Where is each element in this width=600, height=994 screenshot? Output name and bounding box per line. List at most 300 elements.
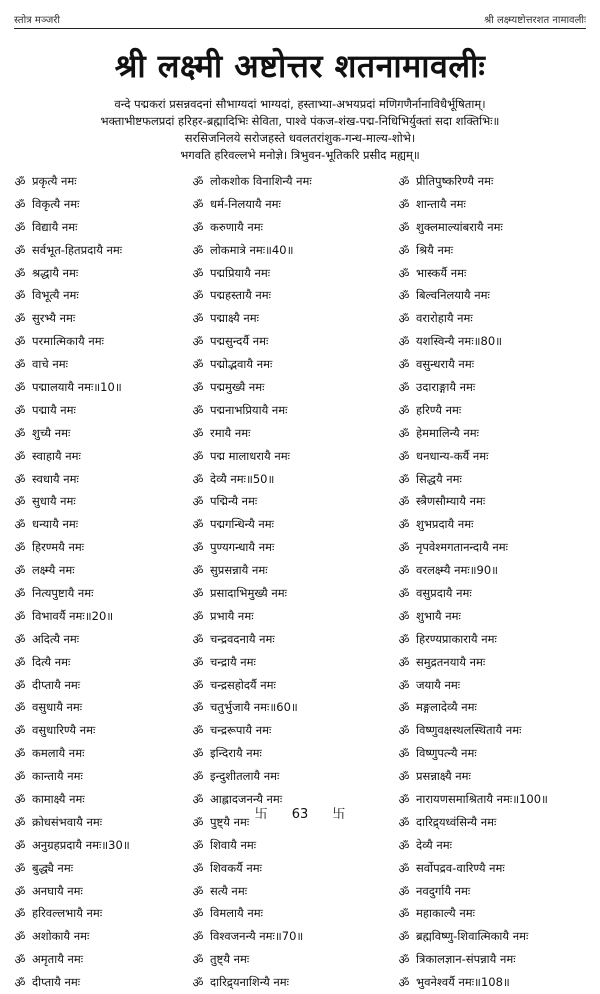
name-entry bbox=[10, 857, 200, 880]
name-text: सिद्धयै नमः bbox=[416, 471, 462, 486]
om-icon: ॐ bbox=[192, 449, 204, 464]
om-icon: ॐ bbox=[14, 586, 26, 601]
name-entry bbox=[394, 536, 600, 559]
om-icon: ॐ bbox=[192, 495, 204, 510]
om-icon: ॐ bbox=[398, 655, 410, 670]
verse-line: भक्ताभीष्टफलप्रदां हरिहर-ब्रह्मादिभिः सेविता, पाश्वे पंकज-शंख-पद्म-निधिभिर्युक्तां सदा शक्तिभिः॥ bbox=[100, 114, 500, 128]
name-text: हरिवल्लभायै नमः bbox=[32, 906, 103, 921]
om-icon: ॐ bbox=[192, 197, 204, 212]
name-entry bbox=[10, 559, 200, 582]
om-icon: ॐ bbox=[14, 426, 26, 441]
name-entry bbox=[10, 925, 200, 948]
name-text: दीप्तायै नमः bbox=[32, 975, 81, 990]
name-entry bbox=[10, 582, 200, 605]
om-icon: ॐ bbox=[192, 403, 204, 418]
name-text: चन्द्रवदनायै नमः bbox=[210, 631, 275, 646]
name-text: अनुग्रहप्रदायै नमः॥30॥ bbox=[32, 837, 130, 852]
om-icon: ॐ bbox=[192, 174, 204, 189]
om-icon: ॐ bbox=[192, 976, 204, 991]
name-text: दित्यै नमः bbox=[32, 654, 71, 669]
om-icon: ॐ bbox=[398, 449, 410, 464]
name-text: सुरभ्यै नमः bbox=[32, 311, 76, 326]
om-icon: ॐ bbox=[398, 426, 410, 441]
om-icon: ॐ bbox=[192, 815, 204, 830]
om-icon: ॐ bbox=[14, 518, 26, 533]
name-text: हिरण्यप्राकारायै नमः bbox=[416, 631, 497, 646]
name-text: विद्यायै नमः bbox=[32, 219, 78, 234]
name-text: वसुप्रदायै नमः bbox=[416, 585, 472, 600]
name-text: अमृतायै नमः bbox=[32, 952, 84, 967]
name-entry bbox=[188, 239, 398, 262]
name-text: सर्वभूत-हितप्रदायै नमः bbox=[32, 242, 123, 257]
om-icon: ॐ bbox=[398, 884, 410, 899]
name-entry bbox=[188, 330, 398, 353]
name-entry bbox=[10, 605, 200, 628]
om-icon: ॐ bbox=[398, 861, 410, 876]
om-icon: ॐ bbox=[192, 907, 204, 922]
name-text: उदाराङ्गायै नमः bbox=[416, 379, 476, 394]
name-text: शान्तायै नमः bbox=[416, 196, 466, 211]
om-icon: ॐ bbox=[192, 701, 204, 716]
om-icon: ॐ bbox=[14, 380, 26, 395]
name-text: यशस्विन्यै नमः॥80॥ bbox=[416, 334, 503, 349]
name-text: वसुधारिण्यै नमः bbox=[32, 723, 96, 738]
name-entry bbox=[394, 696, 600, 719]
om-icon: ॐ bbox=[14, 701, 26, 716]
name-text: विभावर्यै नमः॥20॥ bbox=[32, 608, 114, 623]
om-icon: ॐ bbox=[14, 220, 26, 235]
name-text: बुद्ध्यै नमः bbox=[32, 860, 74, 875]
name-text: हिरण्मयै नमः bbox=[32, 540, 85, 555]
om-icon: ॐ bbox=[192, 770, 204, 785]
name-text: शुभायै नमः bbox=[416, 608, 461, 623]
name-text: नारायणसमाश्रितायै नमः॥100॥ bbox=[416, 791, 548, 806]
name-text: पुण्यगन्धायै नमः bbox=[210, 540, 275, 555]
om-icon: ॐ bbox=[398, 838, 410, 853]
name-entry bbox=[394, 719, 600, 742]
om-icon: ॐ bbox=[14, 449, 26, 464]
om-icon: ॐ bbox=[14, 197, 26, 212]
name-text: सत्यै नमः bbox=[210, 883, 248, 898]
om-icon: ॐ bbox=[14, 815, 26, 830]
name-entry bbox=[188, 651, 398, 674]
om-icon: ॐ bbox=[192, 380, 204, 395]
name-entry bbox=[10, 307, 200, 330]
name-text: देव्यै नमः bbox=[416, 837, 452, 852]
name-text: वसुधायै नमः bbox=[32, 700, 83, 715]
name-entry bbox=[10, 513, 200, 536]
name-entry bbox=[188, 284, 398, 307]
name-entry bbox=[188, 925, 398, 948]
name-entry bbox=[394, 971, 600, 994]
name-text: प्रकृत्यै नमः bbox=[32, 173, 77, 188]
name-text: सर्वोपद्रव-वारिण्यै नमः bbox=[416, 860, 505, 875]
om-icon: ॐ bbox=[398, 586, 410, 601]
name-text: शिवायै नमः bbox=[210, 837, 257, 852]
om-icon: ॐ bbox=[14, 930, 26, 945]
name-text: धनधान्य-कर्यै नमः bbox=[416, 448, 489, 463]
name-entry bbox=[188, 559, 398, 582]
om-icon: ॐ bbox=[192, 861, 204, 876]
name-text: स्वाहायै नमः bbox=[32, 448, 81, 463]
name-entry bbox=[188, 742, 398, 765]
om-icon: ॐ bbox=[14, 472, 26, 487]
name-entry bbox=[394, 262, 600, 285]
om-icon: ॐ bbox=[192, 792, 204, 807]
name-text: भास्कर्यै नमः bbox=[416, 265, 467, 280]
name-text: रमायै नमः bbox=[210, 425, 251, 440]
name-text: धन्यायै नमः bbox=[32, 517, 79, 532]
name-entry bbox=[10, 399, 200, 422]
om-icon: ॐ bbox=[14, 266, 26, 281]
name-entry bbox=[188, 719, 398, 742]
name-text: चन्द्ररूपायै नमः bbox=[210, 723, 272, 738]
om-icon: ॐ bbox=[14, 747, 26, 762]
om-icon: ॐ bbox=[14, 838, 26, 853]
name-text: चन्द्रायै नमः bbox=[210, 654, 256, 669]
om-icon: ॐ bbox=[14, 312, 26, 327]
name-text: जयायै नमः bbox=[416, 677, 461, 692]
name-entry bbox=[394, 605, 600, 628]
name-entry bbox=[394, 353, 600, 376]
om-icon: ॐ bbox=[398, 747, 410, 762]
name-entry bbox=[394, 284, 600, 307]
name-entry bbox=[394, 742, 600, 765]
name-text: पद्मायै नमः bbox=[32, 402, 76, 417]
name-entry bbox=[188, 193, 398, 216]
om-icon: ॐ bbox=[398, 358, 410, 373]
name-entry bbox=[10, 422, 200, 445]
name-text: पद्महस्तायै नमः bbox=[210, 288, 271, 303]
name-text: लोकमात्रे नमः॥40॥ bbox=[210, 242, 294, 257]
om-icon: ॐ bbox=[14, 495, 26, 510]
name-text: सुप्रसन्नायै नमः bbox=[210, 563, 268, 578]
om-icon: ॐ bbox=[14, 564, 26, 579]
running-header bbox=[14, 12, 586, 29]
name-text: क्रोधसंभवायै नमः bbox=[32, 814, 103, 829]
om-icon: ॐ bbox=[192, 655, 204, 670]
om-icon: ॐ bbox=[14, 243, 26, 258]
name-text: वरारोहायै नमः bbox=[416, 311, 473, 326]
name-text: तुष्ट्यै नमः bbox=[210, 952, 250, 967]
name-text: दीप्तायै नमः bbox=[32, 677, 81, 692]
om-icon: ॐ bbox=[398, 335, 410, 350]
om-icon: ॐ bbox=[14, 655, 26, 670]
om-icon: ॐ bbox=[192, 724, 204, 739]
om-icon: ॐ bbox=[192, 518, 204, 533]
name-text: पद्मनाभप्रियायै नमः bbox=[210, 402, 288, 417]
om-icon: ॐ bbox=[192, 243, 204, 258]
name-entry bbox=[188, 696, 398, 719]
name-entry bbox=[10, 719, 200, 742]
name-column-1 bbox=[10, 170, 200, 991]
name-entry bbox=[394, 559, 600, 582]
name-entry bbox=[188, 857, 398, 880]
om-icon: ॐ bbox=[192, 609, 204, 624]
page-footer bbox=[0, 803, 600, 822]
om-icon: ॐ bbox=[14, 678, 26, 693]
name-text: स्वधायै नमः bbox=[32, 471, 79, 486]
name-entry bbox=[188, 353, 398, 376]
name-entry bbox=[10, 468, 200, 491]
name-entry bbox=[188, 216, 398, 239]
om-icon: ॐ bbox=[398, 724, 410, 739]
name-entry bbox=[188, 605, 398, 628]
om-icon: ॐ bbox=[398, 380, 410, 395]
name-entry bbox=[394, 513, 600, 536]
name-entry bbox=[394, 903, 600, 926]
name-entry bbox=[10, 903, 200, 926]
name-entry bbox=[10, 353, 200, 376]
name-entry bbox=[394, 193, 600, 216]
om-icon: ॐ bbox=[398, 678, 410, 693]
om-icon: ॐ bbox=[398, 815, 410, 830]
name-entry bbox=[10, 948, 200, 971]
name-text: पद्मगन्धिन्यै नमः bbox=[210, 517, 274, 532]
name-entry bbox=[394, 925, 600, 948]
name-entry bbox=[188, 170, 398, 193]
om-icon: ॐ bbox=[192, 632, 204, 647]
name-text: परमात्मिकायै नमः bbox=[32, 334, 104, 349]
name-entry bbox=[394, 170, 600, 193]
name-text: बिल्वनिलयायै नमः bbox=[416, 288, 490, 303]
om-icon: ॐ bbox=[192, 426, 204, 441]
name-entry bbox=[188, 262, 398, 285]
name-text: पद्ममुख्यै नमः bbox=[210, 379, 265, 394]
header-section-title: श्री लक्ष्म्यष्टोत्तरशत नामावलीः bbox=[484, 15, 586, 26]
om-icon: ॐ bbox=[14, 541, 26, 556]
om-icon: ॐ bbox=[14, 358, 26, 373]
name-entry bbox=[10, 880, 200, 903]
name-text: लक्ष्म्यै नमः bbox=[32, 563, 75, 578]
om-icon: ॐ bbox=[14, 976, 26, 991]
om-icon: ॐ bbox=[398, 976, 410, 991]
name-entry bbox=[10, 628, 200, 651]
om-icon: ॐ bbox=[192, 838, 204, 853]
name-text: वरलक्ष्म्यै नमः॥90॥ bbox=[416, 563, 499, 578]
name-text: पुष्ट्यै नमः bbox=[210, 814, 250, 829]
name-entry bbox=[188, 307, 398, 330]
name-entry bbox=[188, 880, 398, 903]
name-entry bbox=[394, 330, 600, 353]
name-text: इन्दुशीतलायै नमः bbox=[210, 769, 280, 784]
name-text: पद्माक्ष्यै नमः bbox=[210, 311, 259, 326]
name-entry bbox=[394, 582, 600, 605]
om-icon: ॐ bbox=[192, 586, 204, 601]
name-entry bbox=[188, 376, 398, 399]
name-entry bbox=[394, 307, 600, 330]
page-number: 63 bbox=[291, 807, 309, 822]
name-entry bbox=[10, 765, 200, 788]
om-icon: ॐ bbox=[398, 518, 410, 533]
name-entry bbox=[394, 239, 600, 262]
om-icon: ॐ bbox=[14, 632, 26, 647]
name-entry bbox=[188, 948, 398, 971]
name-entry bbox=[10, 216, 200, 239]
om-icon: ॐ bbox=[192, 289, 204, 304]
name-entry bbox=[394, 445, 600, 468]
om-icon: ॐ bbox=[14, 174, 26, 189]
om-icon: ॐ bbox=[14, 861, 26, 876]
name-entry bbox=[10, 262, 200, 285]
om-icon: ॐ bbox=[14, 884, 26, 899]
om-icon: ॐ bbox=[192, 884, 204, 899]
name-entry bbox=[10, 376, 200, 399]
name-entry bbox=[394, 674, 600, 697]
name-entry bbox=[394, 857, 600, 880]
name-entry bbox=[394, 422, 600, 445]
om-icon: ॐ bbox=[398, 197, 410, 212]
name-text: श्रद्धायै नमः bbox=[32, 265, 79, 280]
name-entry bbox=[188, 765, 398, 788]
name-entry bbox=[10, 696, 200, 719]
om-icon: ॐ bbox=[398, 495, 410, 510]
om-icon: ॐ bbox=[14, 724, 26, 739]
om-icon: ॐ bbox=[398, 541, 410, 556]
name-entry bbox=[10, 674, 200, 697]
name-entry bbox=[188, 582, 398, 605]
name-entry bbox=[10, 742, 200, 765]
page-title: श्री लक्ष्मी अष्टोत्तर शतनामावलीः bbox=[114, 47, 486, 85]
om-icon: ॐ bbox=[398, 312, 410, 327]
om-icon: ॐ bbox=[398, 953, 410, 968]
om-icon: ॐ bbox=[14, 403, 26, 418]
om-icon: ॐ bbox=[192, 335, 204, 350]
name-text: कान्तायै नमः bbox=[32, 769, 83, 784]
name-entry bbox=[394, 651, 600, 674]
name-text: करुणायै नमः bbox=[210, 219, 263, 234]
name-entry bbox=[10, 193, 200, 216]
om-icon: ॐ bbox=[398, 792, 410, 807]
name-text: विष्णुपत्न्यै नमः bbox=[416, 746, 477, 761]
name-text: वाचे नमः bbox=[32, 357, 68, 372]
name-text: श्रियै नमः bbox=[416, 242, 454, 257]
om-icon: ॐ bbox=[14, 770, 26, 785]
name-text: प्रीतिपुष्करिण्यै नमः bbox=[416, 173, 494, 188]
name-text: पद्म मालाधरायै नमः bbox=[210, 448, 290, 463]
om-icon: ॐ bbox=[192, 220, 204, 235]
name-text: महाकाल्यै नमः bbox=[416, 906, 475, 921]
name-entry bbox=[394, 490, 600, 513]
name-entry bbox=[188, 628, 398, 651]
name-text: विष्णुवक्षस्थलस्थितायै नमः bbox=[416, 723, 522, 738]
om-icon: ॐ bbox=[192, 564, 204, 579]
om-icon: ॐ bbox=[14, 289, 26, 304]
name-entry bbox=[10, 490, 200, 513]
name-text: वसुन्धरायै नमः bbox=[416, 357, 475, 372]
name-text: प्रभायै नमः bbox=[210, 608, 254, 623]
om-icon: ॐ bbox=[192, 930, 204, 945]
name-text: अदित्यै नमः bbox=[32, 631, 80, 646]
name-entry bbox=[188, 971, 398, 994]
name-entry bbox=[188, 513, 398, 536]
name-text: नवदुर्गायै नमः bbox=[416, 883, 471, 898]
name-text: कमलायै नमः bbox=[32, 746, 85, 761]
om-icon: ॐ bbox=[398, 930, 410, 945]
name-entry bbox=[188, 903, 398, 926]
name-column-3 bbox=[394, 170, 600, 991]
name-text: धर्म-निलयायै नमः bbox=[210, 196, 281, 211]
om-icon: ॐ bbox=[14, 609, 26, 624]
name-text: सुधायै नमः bbox=[32, 494, 76, 509]
om-icon: ॐ bbox=[192, 747, 204, 762]
name-entry bbox=[188, 834, 398, 857]
name-text: शुभप्रदायै नमः bbox=[416, 517, 474, 532]
name-entry bbox=[394, 948, 600, 971]
name-entry bbox=[394, 216, 600, 239]
name-text: दारिद्र्यध्वंसिन्यै नमः bbox=[416, 814, 497, 829]
om-icon: ॐ bbox=[398, 174, 410, 189]
om-icon: ॐ bbox=[14, 792, 26, 807]
name-entry bbox=[188, 422, 398, 445]
om-icon: ॐ bbox=[14, 335, 26, 350]
om-icon: ॐ bbox=[398, 220, 410, 235]
name-text: आह्लादजनन्यै नमः bbox=[210, 791, 283, 806]
name-text: चतुर्भुजायै नमः॥60॥ bbox=[210, 700, 298, 715]
name-text: पद्मसुन्दर्यै नमः bbox=[210, 334, 269, 349]
name-text: लोकशोक विनाशिन्यै नमः bbox=[210, 173, 312, 188]
name-text: दारिद्र्यनाशिन्यै नमः bbox=[210, 975, 290, 990]
name-text: मङ्गलादेव्यै नमः bbox=[416, 700, 477, 715]
om-icon: ॐ bbox=[192, 678, 204, 693]
name-entry bbox=[10, 651, 200, 674]
name-entry bbox=[188, 490, 398, 513]
om-icon: ॐ bbox=[398, 907, 410, 922]
name-entry bbox=[394, 880, 600, 903]
name-entry bbox=[10, 330, 200, 353]
name-entry bbox=[394, 468, 600, 491]
name-text: पद्मप्रियायै नमः bbox=[210, 265, 271, 280]
swastika-icon: 卐 bbox=[332, 807, 346, 822]
name-entry bbox=[394, 399, 600, 422]
name-text: त्रिकालज्ञान-संपन्नायै नमः bbox=[416, 952, 516, 967]
name-text: देव्यै नमः॥50॥ bbox=[210, 471, 275, 486]
om-icon: ॐ bbox=[398, 243, 410, 258]
om-icon: ॐ bbox=[398, 701, 410, 716]
name-text: प्रसादाभिमुख्यै नमः bbox=[210, 585, 287, 600]
name-text: भुवनेश्वर्यै नमः॥108॥ bbox=[416, 975, 510, 990]
name-entry bbox=[188, 468, 398, 491]
om-icon: ॐ bbox=[398, 472, 410, 487]
name-text: विमलायै नमः bbox=[210, 906, 263, 921]
name-text: शुच्यै नमः bbox=[32, 425, 71, 440]
name-text: समुद्रतनयायै नमः bbox=[416, 654, 486, 669]
name-entry bbox=[10, 971, 200, 994]
om-icon: ॐ bbox=[192, 953, 204, 968]
name-text: इन्दिरायै नमः bbox=[210, 746, 262, 761]
name-text: नृपवेश्मगतानन्दायै नमः bbox=[416, 540, 509, 555]
name-text: अशोकायै नमः bbox=[32, 929, 90, 944]
name-text: स्त्रैणसौम्यायै नमः bbox=[416, 494, 486, 509]
om-icon: ॐ bbox=[398, 632, 410, 647]
name-text: विश्वजनन्यै नमः॥70॥ bbox=[210, 929, 304, 944]
name-entry bbox=[10, 170, 200, 193]
om-icon: ॐ bbox=[398, 564, 410, 579]
om-icon: ॐ bbox=[192, 266, 204, 281]
name-text: हेममालिन्यै नमः bbox=[416, 425, 479, 440]
om-icon: ॐ bbox=[398, 266, 410, 281]
name-text: हरिण्यै नमः bbox=[416, 402, 462, 417]
name-entry bbox=[10, 536, 200, 559]
name-entry bbox=[188, 674, 398, 697]
swastika-icon: 卐 bbox=[254, 807, 268, 822]
om-icon: ॐ bbox=[398, 403, 410, 418]
verse-line: भगवति हरिवल्लभे मनोज्ञे। त्रिभुवन-भूतिकरि प्रसीद मह्यम्॥ bbox=[180, 148, 420, 162]
name-entry bbox=[394, 628, 600, 651]
name-text: ब्रह्मविष्णु-शिवात्मिकायै नमः bbox=[416, 929, 529, 944]
name-text: चन्द्रसहोदर्यै नमः bbox=[210, 677, 276, 692]
name-text: विभूत्यै नमः bbox=[32, 288, 79, 303]
